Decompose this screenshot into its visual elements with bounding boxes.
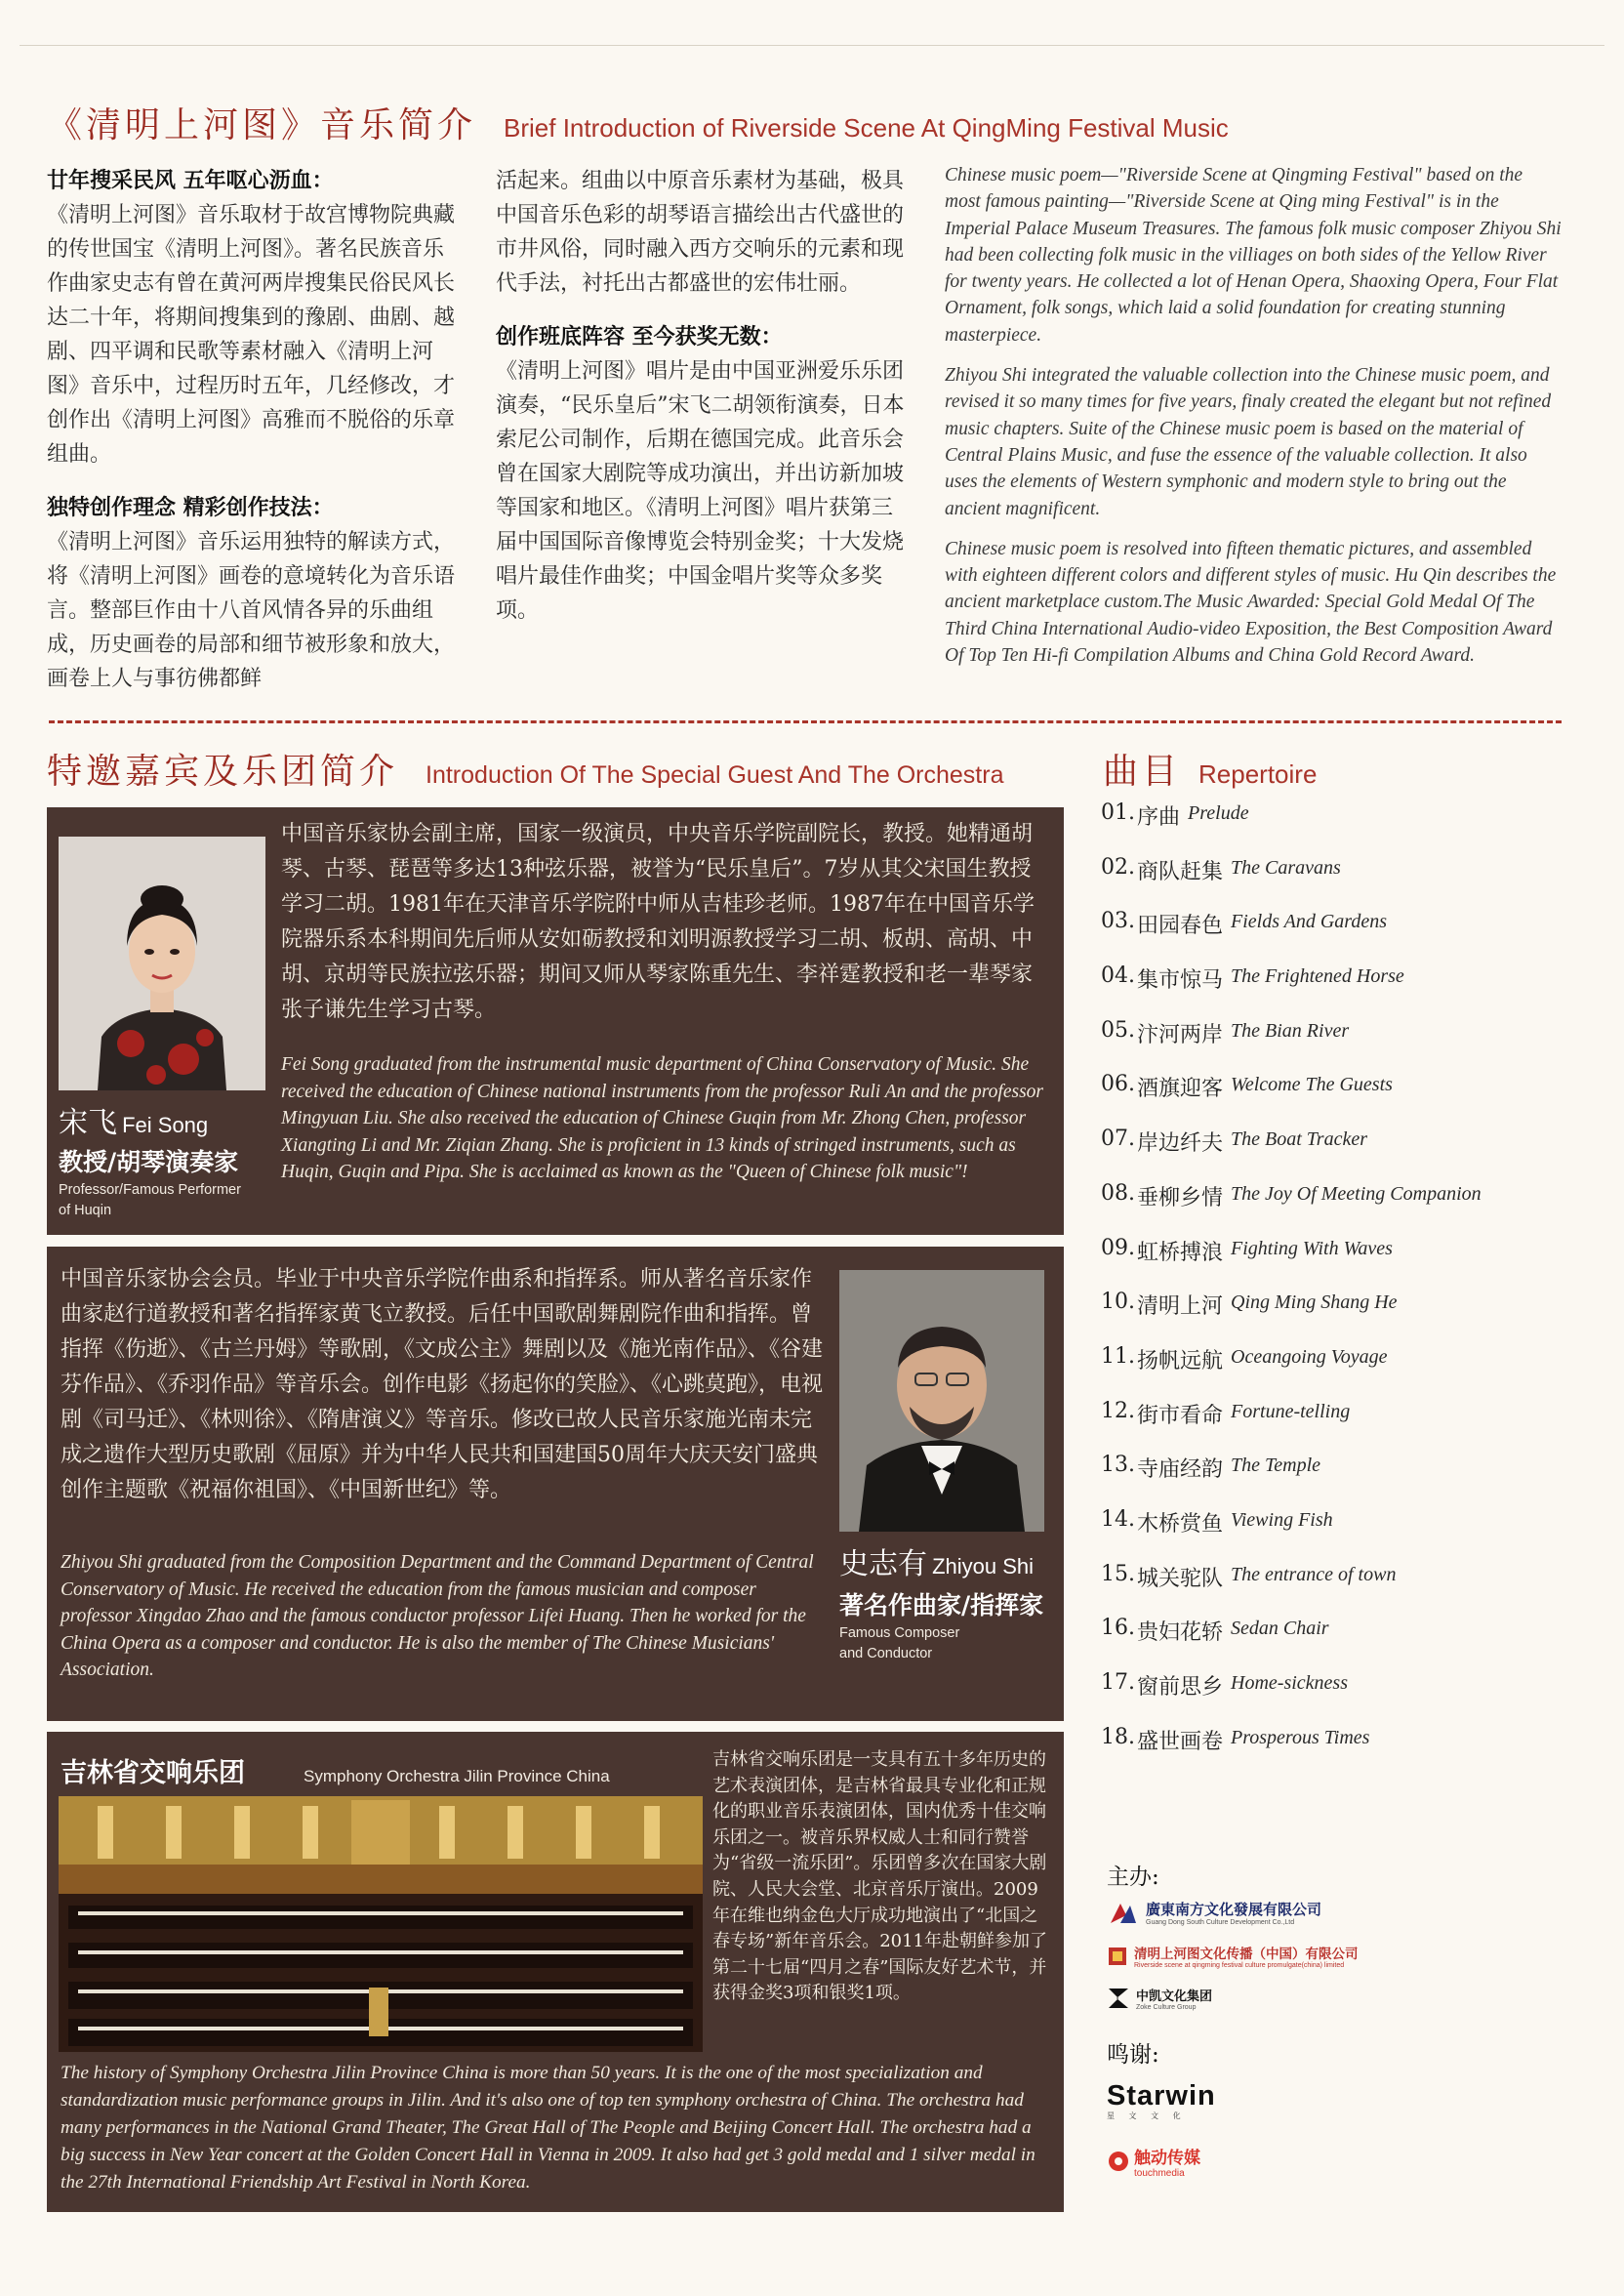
repertoire-title-en: The Boat Tracker [1231,1128,1368,1151]
repertoire-title-cn: 木桥赏鱼 [1137,1511,1224,1537]
repertoire-number: 04. [1101,964,1135,989]
repertoire-item [1101,1127,1589,1181]
sponsor-logo-starwin [1107,2081,1216,2121]
repertoire-title-cn: 序曲 [1137,805,1181,830]
zhiyou-shi-role-en-2: and Conductor [839,1646,933,1661]
repertoire-title-cn: 窗前思乡 [1137,1675,1224,1700]
repertoire-number: 16. [1101,1616,1135,1641]
touchmedia-logo-icon [1107,2150,1130,2173]
repertoire-number: 09. [1101,1235,1135,1260]
qingming-logo-icon [1107,1946,1128,1967]
repertoire-item [1101,800,1589,855]
repertoire-title-en: Viewing Fish [1231,1508,1333,1531]
starwin-logo-text: Starwin [1107,2080,1216,2112]
repertoire-title-cn: 酒旗迎客 [1137,1077,1224,1102]
repertoire-title-cn: 街市看命 [1137,1403,1224,1428]
logo3-name-en: Zoke Culture Group [1136,2004,1197,2011]
fei-song-bio-en: Fei Song graduated from the instrumental music department of China Conservatory of Music. She received the education of Chinese national instruments from the professor Ruli An and the professor Mingyuan Liu. She also received the education of Chinese Guqin from Mr. Zhong Chen, professor Xiangting Li and Mr. Ziqian Zhang. She is proficient in 13 kinds of stringed instruments, such as Huqin, Guqin and Pipa. She is acclaimed as known as the "Queen of Chinese folk music"! [281,1054,1043,1182]
starwin-logo-sub: 星 文 文 化 [1107,2112,1187,2120]
repertoire-number: 07. [1101,1127,1135,1152]
orchestra-photo [59,1796,703,2052]
intro-en-paragraph-3: Chinese music poem is resolved into fifteen thematic pictures, and assembled with eighteen different colors and different styles of music. Hu Qin describes the ancient marketplace custom.The Music Awarded: Special Gold Medal Of The Third China International Audio-video Exposition, the Best Composition Award Of Top Ten Hi-fi Compilation Albums and China Gold Record Award. [945,538,1557,667]
repertoire-item [1101,1399,1589,1454]
section-title-cn: 特邀嘉宾及乐团简介 [47,752,399,792]
repertoire-item [1101,1562,1589,1617]
fei-song-caption [59,1098,278,1221]
logo5-name-cn: 触动传媒 [1134,2149,1200,2168]
logo5-name-en: touchmedia [1134,2168,1185,2179]
intro-en-paragraph-2: Zhiyou Shi integrated the valuable collection into the Chinese music poem, and revised it so many times for five years, finaly created the elegant but not refined music chapters. Suite of the Chinese music poem is based on the material of Central Plains Music, and fuse the essence of the valuable collection. It also uses the elements of Western symphonic and modern style to bring out the ancient magnificent. [945,365,1552,519]
intro-paragraph-4: 《清明上河图》唱片是由中国亚洲爱乐乐团演奏，“民乐皇后”宋飞二胡领衔演奏，日本索尼公司制作，后期在德国完成。此音乐会曾在国家大剧院等成功演出，并出访新加坡等国家和地区。《清明上河图》唱片获第三届中国国际音像博览会特别金奖；十大发烧唱片最佳作曲奖；中国金唱片奖等众多奖项。 [496,359,905,623]
repertoire-title-cn: 城关驼队 [1137,1566,1224,1591]
portrait-illustration [839,1270,1044,1532]
fei-song-role-cn: 教授/胡琴演奏家 [59,1148,239,1176]
repertoire-item [1101,1616,1589,1670]
sponsor-logo-zoke [1107,1986,1212,2011]
fei-song-name-cn: 宋飞 [59,1106,117,1140]
repertoire-number: 01. [1101,800,1135,825]
repertoire-title-cn: 商队赶集 [1137,859,1224,884]
section-title-repertoire [1103,744,1317,794]
logo2-name-cn: 清明上河图文化传播（中国）有限公司 [1134,1947,1359,1962]
zhiyou-shi-bio-en: Zhiyou Shi graduated from the Composition Department and the Command Department of Central Conservatory of Music. He received the education from the famous musician and composer professor Xingdao Zhao and the famous conductor professor Lifei Huang. Then he worked for the China Opera as a composer and conductor. He is also the member of The Chinese Musicians' Association. [61,1552,814,1680]
repertoire-title-en: Qing Ming Shang He [1231,1292,1398,1314]
repertoire-title-cn: 汴河两岸 [1137,1022,1224,1047]
intro-paragraph-1: 《清明上河图》音乐取材于故宫博物院典藏的传世国宝《清明上河图》。著名民族音乐作曲家史志有曾在黄河两岸搜集民俗民风长达二十年，将期间搜集到的豫剧、曲剧、越剧、四平调和民歌等素材融入《清明上河图》音乐中，过程历时五年，几经修改，才创作出《清明上河图》高雅而不脱俗的乐章组曲。 [47,203,456,467]
repertoire-item [1101,1453,1589,1507]
repertoire-item [1101,909,1589,964]
zhiyou-shi-photo [839,1270,1044,1532]
fei-song-name-en: Fei Song [122,1113,209,1137]
repertoire-item [1101,1236,1589,1291]
intro-en-paragraph-1: Chinese music poem—"Riverside Scene at Qingming Festival" based on the most famous painting—"Riverside Scene at Qing ming Festival" is in the Imperial Palace Museum Treasures. The famous folk music composer Zhiyou Shi had been collecting folk music in the villiages on both sides of the Yellow River for twenty years. He collected a lot of Henan Opera, Shaoxing Opera, Four Flat Ornament, folk songs, which laid a solid foundation for creating stunning masterpiece. [945,165,1562,346]
host-label: 主办: [1107,1865,1159,1890]
repertoire-list [1101,800,1589,1779]
repertoire-title-en: Prelude [1188,802,1249,824]
repertoire-title-cn: 垂柳乡情 [1137,1185,1224,1210]
repertoire-item [1101,1072,1589,1127]
logo1-name-en: Guang Dong South Culture Development Co.,Ltd [1146,1919,1295,1926]
section-title-en: Brief Introduction of Riverside Scene At QingMing Festival Music [504,113,1229,143]
guest-panel-zhiyou-shi [47,1247,1064,1721]
orchestra-title-en: Symphony Orchestra Jilin Province China [304,1767,610,1785]
repertoire-title-en: The Temple [1231,1455,1321,1477]
top-rule [20,45,1604,46]
logo3-name-cn: 中凯文化集团 [1136,1989,1213,2004]
repertoire-item [1101,1290,1589,1344]
zhiyou-shi-role-cn: 著名作曲家/指挥家 [839,1591,1044,1620]
repertoire-title-en: The entrance of town [1231,1563,1397,1585]
intro-heading-2: 独特创作理念 精彩创作技法： [47,495,334,520]
repertoire-number: 06. [1101,1072,1135,1097]
repertoire-title-cn: 扬帆远航 [1137,1348,1224,1374]
section-title-cn: 《清明上河图》音乐简介 [47,105,477,145]
thanks-label: 鸣谢: [1107,2042,1159,2068]
sponsor-logo-touchmedia [1107,2144,1200,2179]
repertoire-item [1101,1018,1589,1073]
repertoire-number: 13. [1101,1453,1135,1478]
orchestra-illustration [59,1796,703,2052]
logo1-name-cn: 廣東南方文化發展有限公司 [1146,1901,1322,1918]
repertoire-title-cn: 清明上河 [1137,1294,1224,1320]
repertoire-title-en: Fighting With Waves [1231,1237,1393,1259]
repertoire-title-en: Welcome The Guests [1231,1074,1393,1096]
section-divider [49,720,1562,723]
intro-heading-1: 廿年搜采民风 五年呕心沥血： [47,168,334,193]
repertoire-number: 18. [1101,1724,1135,1749]
repertoire-title-en: The Caravans [1231,856,1341,879]
fei-song-role-en: Professor/Famous Performer of Huqin [59,1182,241,1218]
section-title-en: Repertoire [1198,759,1318,789]
orchestra-title-cn: 吉林省交响乐团 [61,1758,245,1788]
repertoire-title-en: Fields And Gardens [1231,911,1388,933]
repertoire-title-en: Sedan Chair [1231,1618,1329,1640]
repertoire-number: 05. [1101,1017,1135,1043]
repertoire-number: 08. [1101,1180,1135,1206]
portrait-illustration [59,837,265,1090]
repertoire-number: 14. [1101,1506,1135,1532]
guest-panel-fei-song [47,807,1064,1235]
fei-song-photo [59,837,265,1090]
repertoire-title-cn: 盛世画卷 [1137,1729,1224,1754]
repertoire-item [1101,1507,1589,1562]
repertoire-item [1101,1670,1589,1725]
zhiyou-shi-role-en-1: Famous Composer [839,1625,960,1641]
sponsor-logo-qingming [1107,1943,1359,1969]
zoke-logo-icon [1107,1987,1132,2010]
repertoire-number: 03. [1101,909,1135,934]
repertoire-title-cn: 贵妇花轿 [1137,1620,1224,1646]
repertoire-number: 17. [1101,1670,1135,1695]
repertoire-title-cn: 岸边纤夫 [1137,1131,1224,1157]
repertoire-title-cn: 田园春色 [1137,914,1224,939]
repertoire-title-en: The Bian River [1231,1019,1350,1042]
intro-column-english [945,162,1562,709]
repertoire-number: 12. [1101,1398,1135,1423]
intro-column-2 [496,164,911,706]
orchestra-bio-cn: 吉林省交响乐团是一支具有五十多年历史的艺术表演团体，是吉林省最具专业化和正规化的职业音乐表演团体，国内优秀十佳交响乐团之一。被音乐界权威人士和同行赞誉为“省级一流乐团”。乐团曾多次在国家大剧院、人民大会堂、北京音乐厅演出。2009年在维也纳金色大厅成功地演出了“北国之春专场”新年音乐会。2011年赴朝鲜参加了第二十七届“四月之春”国际友好艺术节，并获得金奖3项和银奖1项。 [712,1749,1048,2004]
fei-song-bio-cn: 中国音乐家协会副主席，国家一级演员，中央音乐学院副院长，教授。她精通胡琴、古琴、琵琶等多达13种弦乐器，被誉为“民乐皇后”。7岁从其父宋国生教授学习二胡。1981年在天津音乐学院附中师从吉桂珍老师。1987年在中国音乐学院器乐系本科期间先后师从安如砺教授和刘明源教授学习二胡、板胡、高胡、中胡、京胡等民族拉弦乐器；期间又师从琴家陈重先生、李祥霆教授和老一辈琴家张子谦先生学习古琴。 [281,822,1035,1022]
zhiyou-shi-bio-cn: 中国音乐家协会会员。毕业于中央音乐学院作曲系和指挥系。师从著名音乐家作曲家赵行道教授和著名指挥家黄飞立教授。后任中国歌剧舞剧院作曲和指挥。曾指挥《伤逝》、《古兰丹姆》等歌剧，《文成公主》舞剧以及《施光南作品》、《谷建芬作品》、《乔羽作品》等音乐会。创作电影《扬起你的笑脸》、《心跳莫跑》，电视剧《司马迁》、《林则徐》、《隋唐演义》等音乐。修改已故人民音乐家施光南未完成之遗作大型历史歌剧《屈原》并为中华人民共和国建国50周年大庆天安门盛典创作主题歌《祝福你祖国》、《中国新世纪》等。 [61,1267,824,1502]
repertoire-number: 15. [1101,1561,1135,1586]
repertoire-number: 11. [1101,1343,1135,1369]
repertoire-item [1101,855,1589,910]
repertoire-item [1101,1725,1589,1780]
repertoire-title-en: Home-sickness [1231,1672,1348,1694]
repertoire-title-en: The Joy Of Meeting Companion [1231,1182,1482,1205]
logo2-name-en: Riverside scene at qingming festival culture promulgate(china) limited [1134,1962,1345,1969]
repertoire-title-cn: 寺庙经韵 [1137,1457,1224,1483]
intro-paragraph-2: 《清明上河图》音乐运用独特的解读方式，将《清明上河图》画卷的意境转化为音乐语言。整部巨作由十八首风情各异的乐曲组成，历史画卷的局部和细节被形象和放大，画卷上人与事彷佛都鲜 [47,530,456,691]
repertoire-title-en: The Frightened Horse [1231,965,1404,988]
intro-heading-3: 创作班底阵容 至今获奖无数： [496,324,783,349]
section-title-guests [47,744,1003,794]
repertoire-title-cn: 虹桥搏浪 [1137,1240,1224,1265]
south-culture-logo-icon [1107,1898,1140,1927]
orchestra-header [61,1751,610,1789]
repertoire-title-en: Oceangoing Voyage [1231,1345,1388,1368]
repertoire-title-en: Fortune-telling [1231,1400,1351,1422]
intro-column-1 [47,164,462,706]
repertoire-item [1101,1344,1589,1399]
orchestra-bio-en: The history of Symphony Orchestra Jilin Province China is more than 50 years. It is the one of the most specialization and standardization music performance groups in Jilin. And it's also one of top ten symphony orchestra of China. The orchestra had many performances in the National Grand Theater, The Great Hall of The People and Beijing Concert Hall. The orchestra had a big success in New Year concert at the Golden Concert Hall in Vienna in 2009. It also had get 3 gold medal and 1 silver medal in the 27th International Friendship Art Festival in North Korea. [61,2063,1035,2193]
repertoire-number: 02. [1101,854,1135,880]
section-title-music-intro [47,98,1229,147]
section-title-en: Introduction Of The Special Guest And The Orchestra [426,761,1004,789]
sponsor-logo-south-culture [1107,1898,1321,1927]
orchestra-panel [47,1732,1064,2212]
repertoire-item [1101,964,1589,1018]
section-title-cn: 曲目 [1103,752,1182,792]
zhiyou-shi-caption [839,1539,1059,1664]
intro-paragraph-3: 活起来。组曲以中原音乐素材为基础，极具中国音乐色彩的胡琴语言描绘出古代盛世的市井风俗，同时融入西方交响乐的元素和现代手法，衬托出古都盛世的宏伟壮丽。 [496,169,905,296]
zhiyou-shi-name-en: Zhiyou Shi [932,1554,1035,1578]
repertoire-number: 10. [1101,1290,1135,1315]
repertoire-title-en: Prosperous Times [1231,1726,1370,1748]
zhiyou-shi-name-cn: 史志有 [839,1547,927,1581]
repertoire-title-cn: 集市惊马 [1137,968,1224,994]
repertoire-item [1101,1181,1589,1236]
